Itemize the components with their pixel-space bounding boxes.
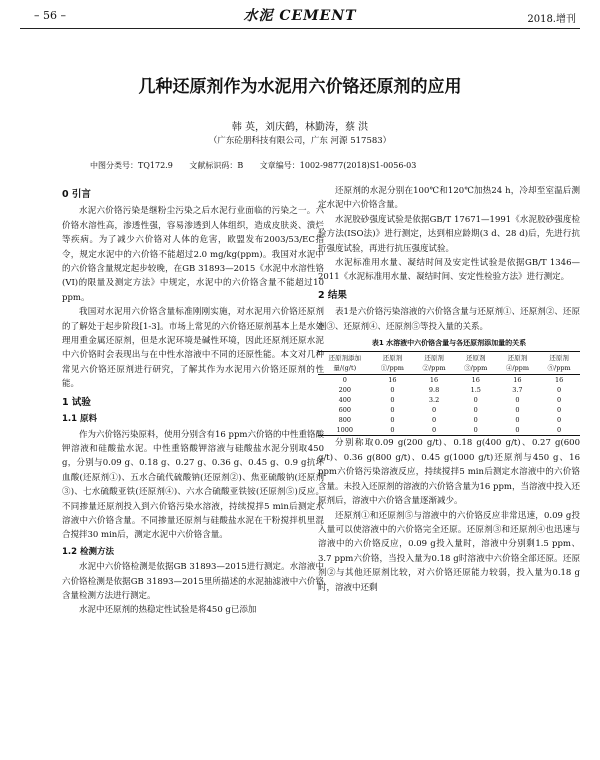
table-cell: 1.5 (470, 386, 481, 395)
table-header-cell: 还原剂②/ppm (422, 354, 446, 373)
table-row (318, 385, 580, 395)
table-cell: 400 (338, 396, 351, 405)
table-row (318, 405, 580, 415)
table-header-cell: 还原剂③/ppm (464, 354, 488, 373)
affiliation: （广东砼朋科技有限公司，广东 河源 517583） (208, 136, 392, 146)
paragraph: 水泥中还原剂的热稳定性试验是将450 g已添加 (79, 605, 257, 616)
table-header-row (318, 352, 580, 375)
table-cell: 16 (554, 376, 564, 385)
paragraph: 水泥六价铬污染是继粉尘污染之后水泥行业面临的污染之一。六价铬水溶性高，渗透性强，容易渗透到人体组织，造成皮肤炎、溃烂等疾病。为了减少六价铬对人体的危害，欧盟发布2003/53/EC指令，规定水泥中的六价铬不能超过2.0 mg/kg(ppm)。我国对水泥中的六价铬含量规定起步较晚，在GB 31893—2015《水泥中水溶性铬(VI)的限量及测定方法》中规定，水泥中的六价铬含量不能超过10 ppm。 (62, 206, 324, 303)
table-cell: 200 (338, 386, 351, 395)
article-title: 几种还原剂作为水泥用六价铬还原剂的应用 (138, 77, 462, 97)
section-heading-intro: 0 引言 (62, 189, 91, 200)
table-cell: 0 (390, 426, 395, 435)
table-cell: 0 (557, 426, 562, 435)
table-header-cell: 还原剂添加量/(g/t) (328, 354, 362, 373)
table-row (318, 395, 580, 405)
left-column (62, 184, 324, 618)
table-cell: 0 (390, 416, 395, 425)
table-cell: 0 (473, 406, 478, 415)
table-cell: 0 (473, 396, 478, 405)
table-cell: 0 (342, 376, 347, 385)
paragraph: 作为六价铬污染原料，使用分别含有16 ppm六价铬的中性重铬酸钾溶液和硅酸盐水泥。中性重铬酸钾溶液与硅酸盐水泥分别取450 g，分别与0.09 g、0.18 g、0.27 g、0.36 g、0.45 g、0.9 g抗坏血酸(还原剂①)、五水合硫代硫酸钠(还原剂②)、焦亚硫酸钠(还原剂③)、七水硫酸亚铁(还原剂④)、六水合硫酸亚铁铵(还原剂⑤)反应。不同掺量还原剂投入到六价铬污染水溶液，持续搅拌5 min后测定水溶液中六价铬含量。不同掺量还原剂与硅酸盐水泥在干粉搅拌机里混合搅拌30 min后，测定水泥中六价铬含量。 (62, 429, 324, 541)
table-cell: 0 (557, 396, 562, 405)
table-row (318, 425, 580, 436)
table-cell: 16 (429, 376, 439, 385)
table-cell: 0 (473, 426, 478, 435)
table-header-cell: 还原剂④/ppm (505, 354, 529, 373)
table-header-cell: 还原剂⑤/ppm (547, 354, 571, 373)
section-heading-results: 2 结果 (318, 289, 347, 301)
table-header-cell: 还原剂①/ppm (380, 354, 404, 373)
issue-label: 2018.增刊 (527, 14, 576, 25)
subsection-heading-methods: 1.2 检测方法 (62, 546, 115, 557)
table-cell: 800 (338, 416, 351, 425)
journal-name: 水泥 CEMENT (243, 8, 357, 24)
table-cell: 16 (513, 376, 522, 385)
paragraph: 分别称取0.09 g(200 g/t)、0.18 g(400 g/t)、0.27 g(600 g/t)、0.36 g(800 g/t)、0.45 g(1000 g/t)还原剂与450 g、16 ppm六价铬污染溶液反应，持续搅拌5 min后测定水溶液中的六价铬含量。未投入还原剂的溶液的六价铬含量为16 ppm，当溶液中投入还原剂后，溶液中六价铬含量逐渐减少。 (318, 438, 580, 507)
table-cell: 16 (471, 376, 480, 385)
clc-number: 中图分类号：TQ172.9 (90, 161, 173, 170)
article-number: 文章编号：1002-9877(2018)S1-0056-03 (259, 161, 417, 170)
paragraph: 还原剂的水泥分别在100℃和120℃加热24 h，冷却至室温后测定水泥中六价铬含量。 (318, 186, 580, 211)
paragraph: 表1是六价铬污染溶液的六价铬含量与还原剂①、还原剂②、还原剂③、还原剂④、还原剂⑤等投入量的关系。 (318, 307, 580, 332)
table-cell: 0 (473, 416, 478, 425)
table-cell: 0 (390, 396, 395, 405)
right-column (318, 184, 580, 595)
table-cell: 0 (515, 396, 520, 405)
table-cell: 0 (390, 406, 395, 415)
table-cell: 0 (515, 426, 520, 435)
table-cell: 0 (390, 386, 395, 395)
article-meta (90, 160, 430, 171)
table-cell: 9.8 (428, 386, 440, 395)
table-cell: 3.2 (428, 396, 440, 405)
table-cell: 1000 (336, 426, 354, 435)
paragraph: 还原剂①和还原剂⑤与溶液中的六价铬反应非常迅速，0.09 g投入量可以使溶液中的六价铬完全还原。还原剂③和还原剂④也迅速与溶液中的六价铬反应，0.09 g投入量时，溶液中分别剩1.5 ppm、3.7 ppm六价铬，当投入量为0.18 g时溶液中六价铬全部还原。还原剂②与其他还原剂比较，对六价铬还原能力较弱，投入量为0.18 g时，溶液中还剩 (318, 510, 580, 593)
data-table (318, 351, 580, 436)
table-cell: 0 (515, 406, 520, 415)
section-heading-test: 1 试验 (62, 396, 91, 408)
paragraph: 我国对水泥用六价铬含量标准刚刚实施，对水泥用六价铬还原剂的了解处于起步阶段[1-3]。市场上常见的六价铬还原剂基本上是水处理用重金属还原剂，但是水泥环境是碱性环境，因此还原剂还原水泥中六价铬时会表现出与在中性水溶液中不同的还原性能。本文对几种常见六价铬还原剂进行研究，了解其作为水泥用六价铬还原剂的性能。 (62, 307, 324, 390)
table-cell: 0 (557, 386, 562, 395)
table-cell: 3.7 (512, 386, 523, 395)
running-header (20, 4, 580, 29)
document-code: 文献标识码：B (189, 161, 244, 170)
table-cell: 0 (557, 406, 562, 415)
table-cell: 0 (432, 426, 437, 435)
table-cell: 0 (515, 416, 520, 425)
table-cell: 0 (432, 416, 437, 425)
table-cell: 0 (557, 416, 562, 425)
table-caption: 表1 水溶液中六价铬含量与各还原剂添加量的关系 (371, 339, 527, 348)
table-row (318, 415, 580, 425)
page-number: – 56 – (34, 9, 66, 22)
paragraph: 水泥中六价铬检测是依据GB 31893—2015进行测定。水溶液中六价铬检测是依据GB 31893—2015里所描述的水泥抽滤液中六价铬含量检测方法进行测定。 (62, 562, 324, 601)
authors: 韩 英，刘庆鹤，林勤涛，蔡 洪 (231, 122, 369, 133)
table-cell: 16 (388, 376, 397, 385)
table-row (318, 375, 580, 386)
table-cell: 600 (338, 406, 351, 415)
table-cell: 0 (432, 406, 437, 415)
paragraph: 水泥胶砂强度试验是依据GB/T 17671—1991《水泥胶砂强度检验方法(ISO法)》进行测定，达到相应龄期(3 d、28 d)后，先进行抗折强度试验，再进行抗压强度试验。 (318, 214, 580, 254)
paragraph: 水泥标准用水量、凝结时间及安定性试验是依据GB/T 1346—2011《水泥标准用水量、凝结时间、安定性检验方法》进行测定。 (318, 258, 580, 283)
subsection-heading-raw-materials: 1.1 原料 (62, 414, 98, 425)
